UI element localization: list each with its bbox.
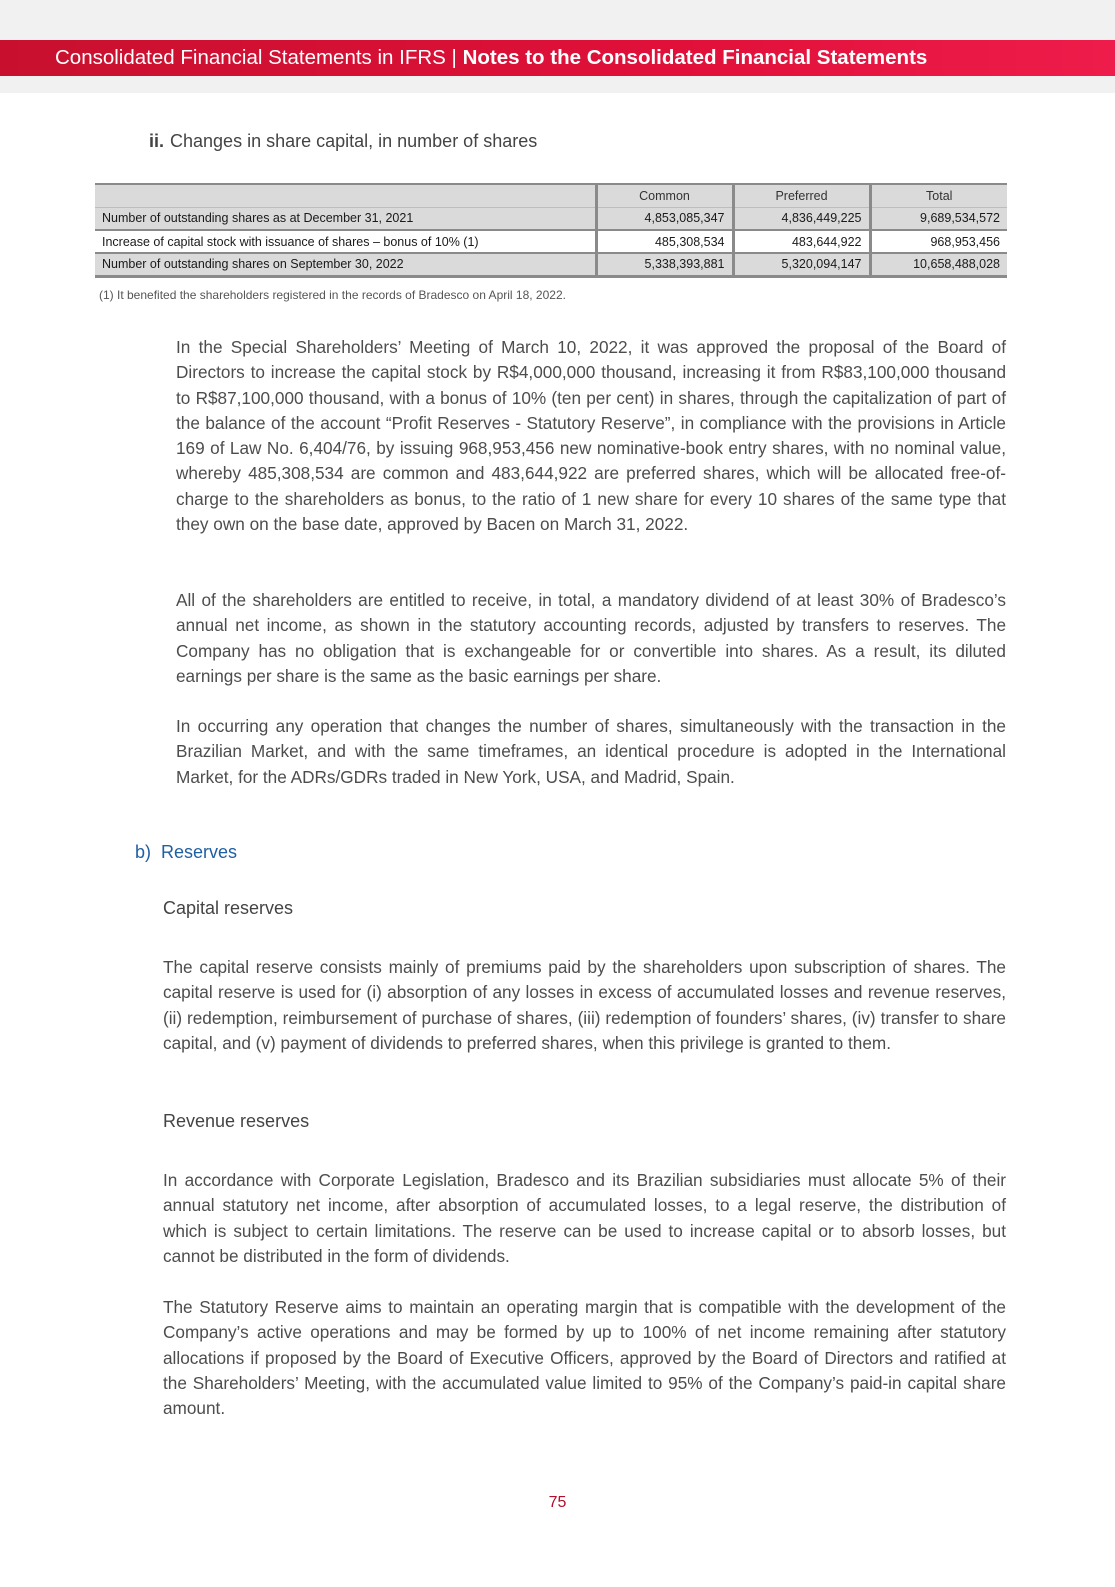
cell-total: 9,689,534,572	[870, 207, 1007, 230]
share-changes-table	[95, 183, 1007, 278]
row-label: Number of outstanding shares on September 30, 2022	[95, 253, 596, 276]
subsection-title	[149, 131, 537, 152]
cell-common: 4,853,085,347	[596, 207, 733, 230]
table-header-blank	[95, 184, 596, 207]
subsection-title-text: Changes in share capital, in number of shares	[170, 131, 538, 151]
row-label: Number of outstanding shares as at December 31, 2021	[95, 207, 596, 230]
table-header-row	[95, 184, 1007, 207]
header-bar	[0, 40, 1115, 76]
table-footnote: (1) It benefited the shareholders registered in the records of Bradesco on April 18, 2022.	[99, 288, 566, 302]
column-header-common: Common	[596, 184, 733, 207]
cell-preferred: 4,836,449,225	[733, 207, 870, 230]
paragraph-statutory-reserve: The Statutory Reserve aims to maintain an operating margin that is compatible with the development of the Company’s active operations and may be formed by up to 100% of net income remaining after statutory allocations if proposed by the Board of Executive Officers, approved by the Board of Directors and ratified at the Shareholders’ Meeting, with the accumulated value limited to 95% of the Company’s paid-in capital share amount.	[163, 1297, 1006, 1419]
heading-capital-reserves: Capital reserves	[163, 898, 294, 918]
table-row	[95, 230, 1007, 253]
column-header-preferred: Preferred	[733, 184, 870, 207]
paragraph-capital-increase: In the Special Shareholders’ Meeting of March 10, 2022, it was approved the proposal of the Board of Directors to increase the capital stock by R$4,000,000 thousand, increasing it from R$83,100,000 thousand to R$87,100,000 thousand, with a bonus of 10% (ten per cent) in shares, through the capitalization of part of the balance of the account “Profit Reserves - Statutory Reserve”, in compliance with the provisions in Article 169 of Law No. 6,404/76, by issuing 968,953,456 new nominative-book entry shares, with no nominal value, whereby 485,308,534 are common and 483,644,922 are preferred shares, which will be allocated free-of-charge to the shareholders as bonus, to the ratio of 1 new share for every 10 shares of the same type that they own on the base date, approved by Bacen on March 31, 2022.	[176, 337, 1006, 535]
section-heading-reserves	[135, 842, 237, 863]
page-number: 75	[548, 1494, 567, 1511]
cell-preferred: 483,644,922	[733, 230, 870, 253]
cell-common: 485,308,534	[596, 230, 733, 253]
section-title: Reserves	[161, 842, 238, 862]
column-header-total: Total	[870, 184, 1007, 207]
section-letter: b)	[135, 842, 152, 862]
paragraph-legal-reserve: In accordance with Corporate Legislation, Bradesco and its Brazilian subsidiaries must allocate 5% of their annual statutory net income, after absorption of accumulated losses, to a legal reserve, the distribution of which is subject to certain limitations. The reserve can be used to increase capital or to absorb losses, but cannot be distributed in the form of dividends.	[163, 1170, 1006, 1266]
header-title-bold: Notes to the Consolidated Financial Statements	[462, 46, 928, 69]
cell-common: 5,338,393,881	[596, 253, 733, 276]
table-row	[95, 253, 1007, 276]
row-label: Increase of capital stock with issuance of shares – bonus of 10% (1)	[95, 230, 596, 253]
cell-total: 968,953,456	[870, 230, 1007, 253]
cell-total: 10,658,488,028	[870, 253, 1007, 276]
paragraph-capital-reserves: The capital reserve consists mainly of premiums paid by the shareholders upon subscription of shares. The capital reserve is used for (i) absorption of any losses in excess of accumulated losses and revenue reserves, (ii) redemption, reimbursement of purchase of shares, (iii) redemption of founders’ shares, (iv) transfer to share capital, and (v) payment of dividends to preferred shares, when this privilege is granted to them.	[163, 957, 1006, 1053]
table-row	[95, 207, 1007, 230]
cell-preferred: 5,320,094,147	[733, 253, 870, 276]
paragraph-dividends: All of the shareholders are entitled to receive, in total, a mandatory dividend of at least 30% of Bradesco’s annual net income, as shown in the statutory accounting records, adjusted by transfers to reserves. The Company has no obligation that is exchangeable for or convertible into shares. As a result, its diluted earnings per share is the same as the basic earnings per share.	[176, 590, 1006, 686]
heading-revenue-reserves: Revenue reserves	[163, 1111, 310, 1131]
subsection-number: ii.	[149, 131, 165, 151]
header-title-regular: Consolidated Financial Statements in IFRS |	[55, 46, 463, 69]
paragraph-international-market: In occurring any operation that changes the number of shares, simultaneously with the transaction in the Brazilian Market, and with the same timeframes, an identical procedure is adopted in the International Market, for the ADRs/GDRs traded in New York, USA, and Madrid, Spain.	[176, 716, 1006, 787]
